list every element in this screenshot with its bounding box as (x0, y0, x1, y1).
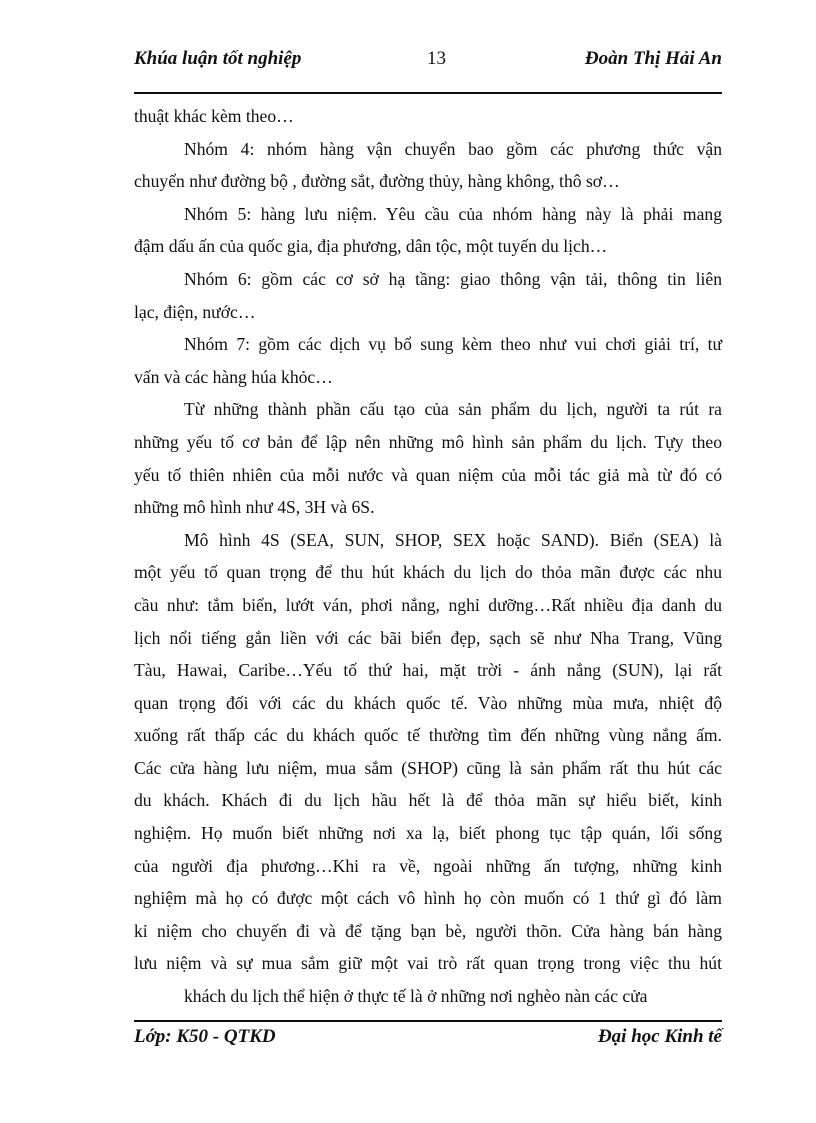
text-line: yếu tố thiên nhiên của mỗi nước và quan niệm của mỗi tác giả mà từ đó có (134, 464, 722, 485)
body-text (134, 100, 722, 1013)
text-line: của người địa phương…Khi ra về, ngoài những ấn tượng, những kinh (134, 855, 722, 876)
text-line: đậm dấu ấn của quốc gia, địa phương, dân tộc, một tuyến du lịch… (134, 236, 608, 257)
text-line: Nhóm 5: hàng lưu niệm. Yêu cầu của nhóm hàng này là phải mang (184, 203, 722, 224)
footer-class-label: Lớp: K50 - QTKD (134, 1026, 276, 1047)
text-line: Nhóm 6: gồm các cơ sở hạ tầng: giao thông vận tải, thông tin liên (184, 268, 722, 289)
text-line: lưu niệm và sự mua sắm giữ một vai trò rất quan trọng trong việc thu hút (134, 953, 722, 974)
text-line: những mô hình như 4S, 3H và 6S. (134, 497, 375, 518)
text-line: Mô hình 4S (SEA, SUN, SHOP, SEX hoặc SAND). Biển (SEA) là (184, 529, 722, 550)
text-line: Nhóm 4: nhóm hàng vận chuyển bao gồm các phương thức vận (184, 138, 722, 159)
footer-university-label: Đại học Kinh tế (597, 1026, 722, 1047)
text-line: những yếu tố cơ bản để lập nên những mô hình sản phẩm du lịch. Tựy theo (134, 431, 722, 452)
page-footer (134, 1026, 722, 1052)
text-line: xuống rất thấp các du khách quốc tế thường tìm đến những vùng nắng ấm. (134, 725, 722, 746)
text-line: cầu như: tắm biển, lướt ván, phơi nắng, nghỉ dưỡng…Rất nhiều địa danh du (134, 594, 722, 615)
header-thesis-title: Khúa luận tốt nghiệp (134, 48, 302, 69)
text-line: một yếu tố quan trọng để thu hút khách du lịch do thỏa mãn được các nhu (134, 562, 722, 583)
text-line: khách du lịch thể hiện ở thực tế là ở những nơi nghèo nàn các cửa (184, 986, 648, 1007)
text-line: Từ những thành phần cấu tạo của sản phẩm du lịch, người ta rút ra (184, 399, 722, 420)
text-line: chuyển như đường bộ , đường sắt, đường thủy, hàng không, thô sơ… (134, 171, 620, 192)
text-line: nghiệm mà họ có được một cách vô hình họ còn muốn có 1 thứ gì đó làm (134, 888, 722, 909)
header-divider (134, 92, 722, 94)
text-line: Nhóm 7: gồm các dịch vụ bổ sung kèm theo như vui chơi giải trí, tư (184, 334, 722, 355)
text-line: lạc, điện, nước… (134, 301, 256, 322)
text-line: nghiệm. Họ muốn biết những nơi xa lạ, biết phong tục tập quán, lối sống (134, 823, 722, 844)
text-line: vấn và các hàng húa khỏc… (134, 366, 333, 387)
footer-divider (134, 1020, 722, 1022)
text-line: Các cửa hàng lưu niệm, mua sắm (SHOP) cũng là sản phẩm rất thu hút các (134, 757, 722, 778)
text-line: kỉ niệm cho chuyến đi và để tặng bạn bè, người thõn. Cửa hàng bán hàng (134, 920, 722, 941)
header-author-name: Đoàn Thị Hải An (584, 48, 722, 69)
text-line: Tàu, Hawai, Caribe…Yếu tố thứ hai, mặt trời - ánh nắng (SUN), lại rất (134, 660, 722, 681)
text-line: thuật khác kèm theo… (134, 106, 294, 126)
text-line: du khách. Khách đi du lịch hầu hết là để thỏa mãn sự hiểu biết, kinh (134, 790, 722, 811)
header-page-number: 13 (427, 48, 446, 69)
text-line: lịch nổi tiếng gắn liền với các bãi biển đẹp, sạch sẽ như Nha Trang, Vũng (134, 627, 722, 648)
text-line: quan trọng đối với các du khách quốc tế. Vào những mùa mưa, nhiệt độ (134, 692, 722, 713)
page-header (134, 48, 722, 74)
